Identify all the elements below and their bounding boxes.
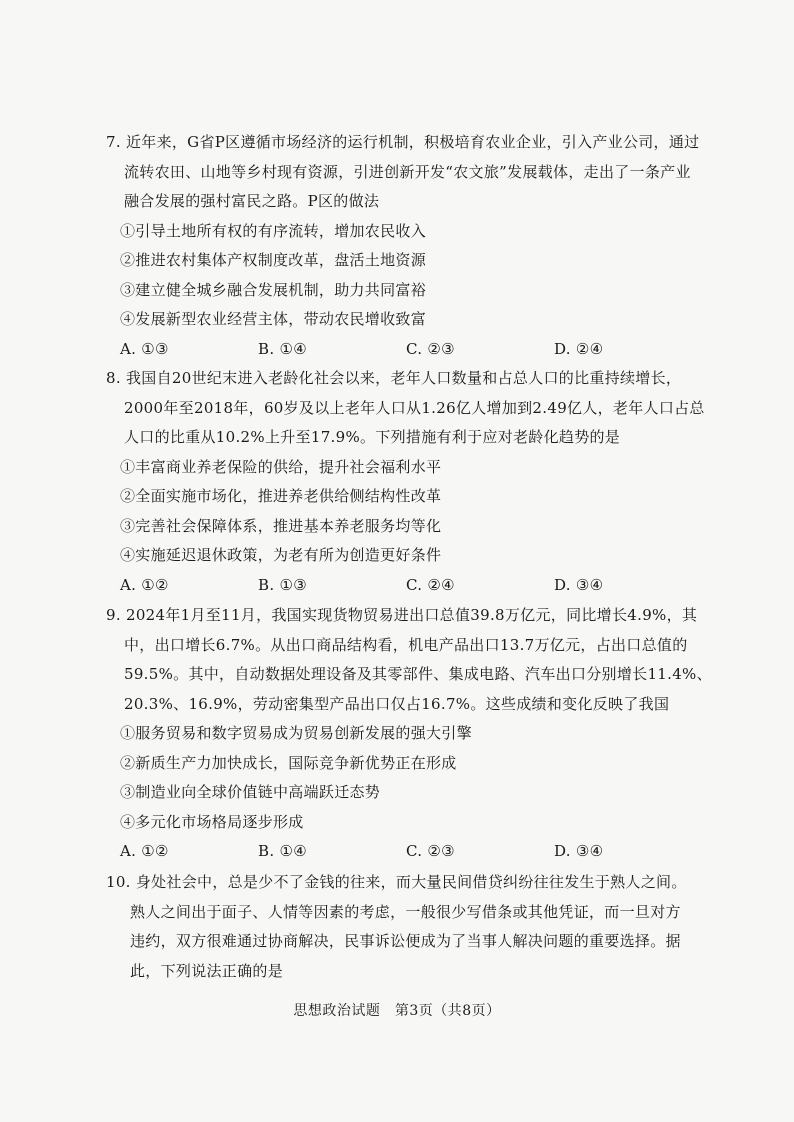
choice-b: B. ①④: [258, 339, 307, 358]
choice-b: B. ①④: [258, 842, 307, 860]
question-9-option: ④多元化市场格局逐步形成: [120, 812, 304, 831]
question-9-stem-line: 中，出口增长6.7%。从出口商品结构看，机电产品出口13.7万亿元，占出口总值的: [124, 635, 688, 654]
question-8-stem-line: 2000年至2018年，60岁及以上老年人口从1.26亿人增加到2.49亿人，老年人口占总: [124, 398, 705, 417]
choice-c: C. ②③: [406, 339, 455, 358]
choice-d: D. ③④: [554, 842, 604, 860]
question-9-stem-line: 59.5%。其中，自动数据处理设备及其零部件、集成电路、汽车出口分别增长11.4%、: [124, 665, 712, 683]
choice-a: A. ①②: [120, 575, 169, 594]
choice-b: B. ①③: [258, 575, 307, 594]
choice-a: A. ①②: [120, 842, 169, 860]
choice-d: D. ③④: [554, 575, 604, 594]
question-9-stem-line: 20.3%、16.9%，劳动密集型产品出口仅占16.7%。这些成绩和变化反映了我国: [124, 694, 670, 713]
question-8-option: ①丰富商业养老保险的供给，提升社会福利水平: [120, 457, 442, 476]
question-7-option: ③建立健全城乡融合发展机制，助力共同富裕: [120, 280, 427, 299]
question-10-stem-line: 10. 身处社会中，总是少不了金钱的往来，而大量民间借贷纠纷往往发生于熟人之间。: [106, 873, 687, 891]
question-8-stem-line: 人口的比重从10.2%上升至17.9%。下列措施有利于应对老龄化趋势的是: [124, 428, 621, 446]
question-9-option: ③制造业向全球价值链中高端跃迁态势: [120, 783, 381, 801]
question-10: [106, 868, 686, 986]
choice-d: D. ②④: [554, 339, 604, 358]
question-9-option: ②新质生产力加快成长，国际竞争新优势正在形成: [120, 753, 457, 772]
question-7: [106, 128, 700, 364]
question-8: [106, 364, 705, 600]
choice-c: C. ②④: [406, 575, 455, 594]
question-7-choices: [106, 335, 686, 365]
question-7-stem-line: 流转农田、山地等乡村现有资源，引进创新开发“农文旅”发展载体，走出了一条产业: [124, 162, 691, 181]
question-9-choices: [106, 837, 686, 867]
question-8-option: ②全面实施市场化，推进养老供给侧结构性改革: [120, 487, 442, 505]
page-footer: 思想政治试题 第3页（共8页）: [293, 1003, 501, 1019]
question-10-stem-line: 违约，双方很难通过协商解决，民事诉讼便成为了当事人解决问题的重要选择。据: [130, 932, 681, 950]
choice-c: C. ②③: [406, 842, 455, 860]
question-8-stem-line: 8. 我国自20世纪末进入老龄化社会以来，老年人口数量和占总人口的比重持续增长，: [106, 369, 682, 387]
choice-a: A. ①③: [120, 339, 169, 358]
question-7-stem-line: 7. 近年来，G省P区遵循市场经济的运行机制，积极培育农业企业，引入产业公司，通过: [106, 133, 700, 151]
question-7-option: ④发展新型农业经营主体，带动农民增收致富: [120, 310, 427, 328]
question-7-option: ②推进农村集体产权制度改革，盘活土地资源: [120, 251, 427, 269]
question-9-stem-line: 9. 2024年1月至11月，我国实现货物贸易进出口总值39.8万亿元，同比增长4.9%，其: [106, 606, 698, 624]
question-8-choices: [106, 571, 686, 601]
question-8-option: ④实施延迟退休政策，为老有所为创造更好条件: [120, 546, 442, 564]
question-8-option: ③完善社会保障体系，推进基本养老服务均等化: [120, 516, 442, 535]
question-9-option: ①服务贸易和数字贸易成为贸易创新发展的强大引擎: [120, 724, 472, 742]
question-9: [106, 601, 712, 867]
question-10-stem-line: 熟人之间出于面子、人情等因素的考虑，一般很少写借条或其他凭证，而一旦对方: [130, 902, 681, 921]
question-10-stem-line: 此，下列说法正确的是: [130, 961, 284, 980]
question-7-stem-line: 融合发展的强村富民之路。P区的做法: [124, 192, 380, 210]
question-7-option: ①引导土地所有权的有序流转，增加农民收入: [120, 221, 427, 240]
